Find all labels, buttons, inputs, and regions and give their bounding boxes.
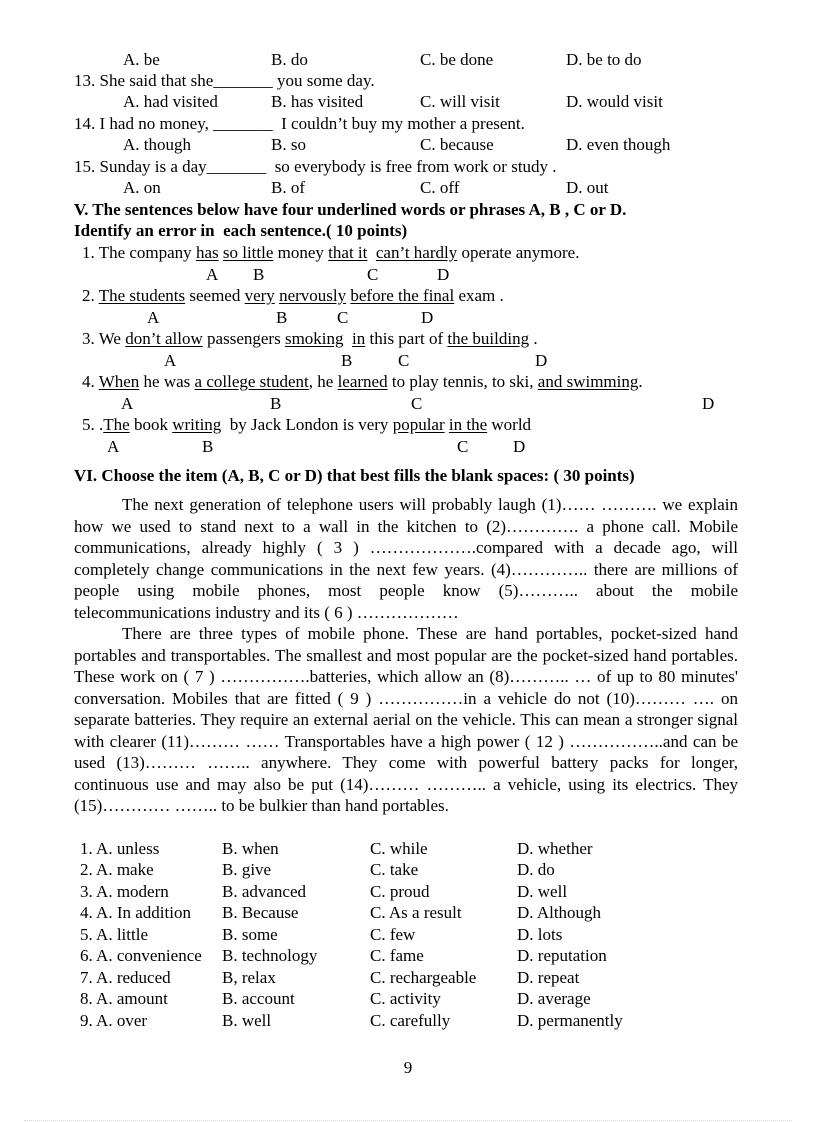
cloze-1-option-c: C. while bbox=[370, 839, 428, 858]
text: this part of bbox=[365, 329, 448, 348]
blank: _______ bbox=[213, 71, 273, 90]
cloze-4-option-c: C. As a result bbox=[370, 903, 462, 922]
letter-b: B bbox=[270, 394, 282, 413]
q15-option-c: C. off bbox=[420, 178, 460, 197]
letter-c: C bbox=[411, 394, 423, 413]
cloze-3-option-a: 3. A. modern bbox=[80, 882, 169, 901]
underlined-d: can’t hardly bbox=[375, 243, 458, 262]
cloze-1-option-b: B. when bbox=[222, 839, 279, 858]
section-5-heading: V. The sentences below have four underlined words or phrases A, B , C or D. bbox=[74, 200, 627, 219]
cloze-1-option-a: 1. A. unless bbox=[80, 839, 160, 858]
text: by Jack London is very bbox=[221, 415, 393, 434]
text bbox=[344, 329, 353, 348]
underlined-a: don’t allow bbox=[125, 329, 203, 348]
cloze-2-option-d: D. do bbox=[517, 860, 555, 879]
text: passengers bbox=[202, 329, 285, 348]
underlined-d: before the final bbox=[350, 286, 455, 305]
underlined-b: writing bbox=[172, 415, 222, 434]
letter-c: C bbox=[398, 351, 410, 370]
cloze-3-option-c: C. proud bbox=[370, 882, 430, 901]
text: . bbox=[529, 329, 538, 348]
underlined-d: the building bbox=[447, 329, 530, 348]
stem: you some day. bbox=[272, 71, 375, 90]
cloze-9-option-a: 9. A. over bbox=[80, 1011, 148, 1030]
letter-d: D bbox=[702, 394, 715, 413]
cloze-4-option-b: B. Because bbox=[222, 903, 299, 922]
underlined-c: learned bbox=[337, 372, 388, 391]
question-13 bbox=[74, 70, 375, 91]
blank: _______ bbox=[213, 114, 273, 133]
cloze-2-option-c: C. take bbox=[370, 860, 419, 879]
cloze-7-option-a: 7. A. reduced bbox=[80, 968, 171, 987]
text: 2. bbox=[82, 286, 99, 305]
underlined-b: so little bbox=[222, 243, 274, 262]
cloze-9-option-d: D. permanently bbox=[517, 1011, 623, 1030]
letter-c: C bbox=[457, 437, 469, 456]
q13-option-b: B. has visited bbox=[271, 92, 364, 111]
letter-b: B bbox=[253, 265, 265, 284]
section-5-instruction: Identify an error in each sentence.( 10 points) bbox=[74, 221, 408, 240]
text: 3. We bbox=[82, 329, 126, 348]
cloze-6-option-b: B. technology bbox=[222, 946, 318, 965]
cloze-3-option-d: D. well bbox=[517, 882, 568, 901]
stem: 15. Sunday is a day bbox=[74, 157, 207, 176]
cloze-4-option-d: D. Although bbox=[517, 903, 602, 922]
underlined-b: very bbox=[244, 286, 275, 305]
error-sentence-1 bbox=[82, 242, 579, 263]
text: operate anymore. bbox=[457, 243, 580, 262]
cloze-6-option-a: 6. A. convenience bbox=[80, 946, 202, 965]
text: money bbox=[273, 243, 329, 262]
text: to play tennis, to ski, bbox=[387, 372, 538, 391]
letter-a: A bbox=[107, 437, 120, 456]
question-14 bbox=[74, 113, 525, 134]
cloze-5-option-d: D. lots bbox=[517, 925, 563, 944]
blank: _______ bbox=[206, 157, 267, 176]
cloze-9-option-b: B. well bbox=[222, 1011, 272, 1030]
cloze-2-option-b: B. give bbox=[222, 860, 272, 879]
cloze-5-option-a: 5. A. little bbox=[80, 925, 148, 944]
question-15 bbox=[74, 156, 557, 177]
underlined-d: in the bbox=[448, 415, 488, 434]
underlined-a: The bbox=[103, 415, 130, 434]
underlined-c: that it bbox=[328, 243, 368, 262]
passage-paragraph-2: There are three types of mobile phone. These are hand portables, pocket-sized hand portables and transportables. The smallest and most popular are the pocket-sized hand portables. These work on ( 7 ) …………….batteries, which allow an (8)……….. … of up to 80 minutes' conversation. Mobiles that are fitted ( 9 ) ……………in a vehicle do not (10)……… …. on separate batteries. They require an external aerial on the vehicle. This can mean a stronger signal with clearer (11)……… …… Transportables have a high power ( 12 ) ……………..and can be used (13)……… …….. anywhere. They come with powerful battery packs for longer, continuous use and may also be put (14)……… ……….. a vehicle, using its electrics. They (15)………… …….. to be bulkier than hand portables. bbox=[74, 624, 738, 815]
letter-d: D bbox=[437, 265, 450, 284]
underlined-c: popular bbox=[392, 415, 445, 434]
stem: I couldn’t buy my mother a present. bbox=[272, 114, 525, 133]
text: seemed bbox=[185, 286, 245, 305]
cloze-3-option-b: B. advanced bbox=[222, 882, 307, 901]
underlined-b: a college student bbox=[194, 372, 309, 391]
cloze-8-option-d: D. average bbox=[517, 989, 591, 1008]
stem: 14. I had no money, bbox=[74, 114, 214, 133]
passage-paragraph-1: The next generation of telephone users will probably laugh (1)…… ………. we explain how we used to stand next to a wall in the kitchen to (2)…………. a phone call. Mobile communications, already highly ( 3 ) ……………….compared with a decade ago, will completely change communications in the next few years. (4)………….. there are millions of people using mobile phones, most people know (5)……….. about the mobile telecommunications industry and its ( 6 ) ……………… bbox=[74, 495, 738, 622]
underlined-a: has bbox=[195, 243, 219, 262]
letter-a: A bbox=[164, 351, 177, 370]
q14-option-b: B. so bbox=[271, 135, 306, 154]
q14-option-d: D. even though bbox=[566, 135, 671, 154]
underlined-c: in bbox=[352, 329, 366, 348]
text: 4. bbox=[82, 372, 99, 391]
section-6-heading: VI. Choose the item (A, B, C or D) that best fills the blank spaces: ( 30 points) bbox=[74, 466, 635, 485]
cloze-1-option-d: D. whether bbox=[517, 839, 593, 858]
page-number: 9 bbox=[403, 1058, 413, 1077]
underlined-a: When bbox=[98, 372, 140, 391]
cloze-7-option-d: D. repeat bbox=[517, 968, 580, 987]
q15-option-d: D. out bbox=[566, 178, 609, 197]
text bbox=[367, 243, 376, 262]
letter-c: C bbox=[337, 308, 349, 327]
text: 1. The company bbox=[82, 243, 196, 262]
error-sentence-2 bbox=[82, 285, 504, 306]
letter-c: C bbox=[367, 265, 379, 284]
text: . bbox=[638, 372, 643, 391]
q15-option-a: A. on bbox=[123, 178, 161, 197]
cloze-5-option-c: C. few bbox=[370, 925, 416, 944]
letter-b: B bbox=[276, 308, 288, 327]
letter-d: D bbox=[421, 308, 434, 327]
cloze-8-option-a: 8. A. amount bbox=[80, 989, 168, 1008]
underlined-a: The students bbox=[98, 286, 186, 305]
cloze-4-option-a: 4. A. In addition bbox=[80, 903, 191, 922]
stem: 13. She said that she bbox=[74, 71, 214, 90]
letter-b: B bbox=[202, 437, 214, 456]
text: he was bbox=[139, 372, 195, 391]
underlined-c: nervously bbox=[279, 286, 347, 305]
q15-option-b: B. of bbox=[271, 178, 305, 197]
footer-divider bbox=[24, 1120, 792, 1121]
letter-d: D bbox=[513, 437, 526, 456]
q12-option-c: C. be done bbox=[420, 50, 494, 69]
q12-option-a: A. be bbox=[123, 50, 160, 69]
q13-option-c: C. will visit bbox=[420, 92, 500, 111]
cloze-6-option-d: D. reputation bbox=[517, 946, 607, 965]
cloze-8-option-b: B. account bbox=[222, 989, 295, 1008]
text: book bbox=[129, 415, 173, 434]
cloze-9-option-c: C. carefully bbox=[370, 1011, 451, 1030]
q13-option-d: D. would visit bbox=[566, 92, 663, 111]
cloze-5-option-b: B. some bbox=[222, 925, 278, 944]
cloze-8-option-c: C. activity bbox=[370, 989, 441, 1008]
letter-a: A bbox=[206, 265, 219, 284]
q13-option-a: A. had visited bbox=[123, 92, 218, 111]
reading-passage bbox=[74, 494, 738, 817]
letter-a: A bbox=[121, 394, 134, 413]
q14-option-c: C. because bbox=[420, 135, 494, 154]
text: 5. . bbox=[82, 415, 104, 434]
underlined-d: and swimming bbox=[537, 372, 639, 391]
letter-d: D bbox=[535, 351, 548, 370]
cloze-2-option-a: 2. A. make bbox=[80, 860, 154, 879]
letter-b: B bbox=[341, 351, 353, 370]
text: world bbox=[487, 415, 532, 434]
q14-option-a: A. though bbox=[123, 135, 191, 154]
underlined-b: smoking bbox=[284, 329, 344, 348]
cloze-7-option-b: B, relax bbox=[222, 968, 276, 987]
cloze-7-option-c: C. rechargeable bbox=[370, 968, 477, 987]
q12-option-d: D. be to do bbox=[566, 50, 642, 69]
cloze-6-option-c: C. fame bbox=[370, 946, 424, 965]
q12-option-b: B. do bbox=[271, 50, 308, 69]
stem: so everybody is free from work or study . bbox=[266, 157, 557, 176]
text: exam . bbox=[454, 286, 504, 305]
error-sentence-5 bbox=[82, 414, 531, 435]
text: , he bbox=[308, 372, 338, 391]
letter-a: A bbox=[147, 308, 160, 327]
error-sentence-3 bbox=[82, 328, 538, 349]
error-sentence-4 bbox=[82, 371, 643, 392]
